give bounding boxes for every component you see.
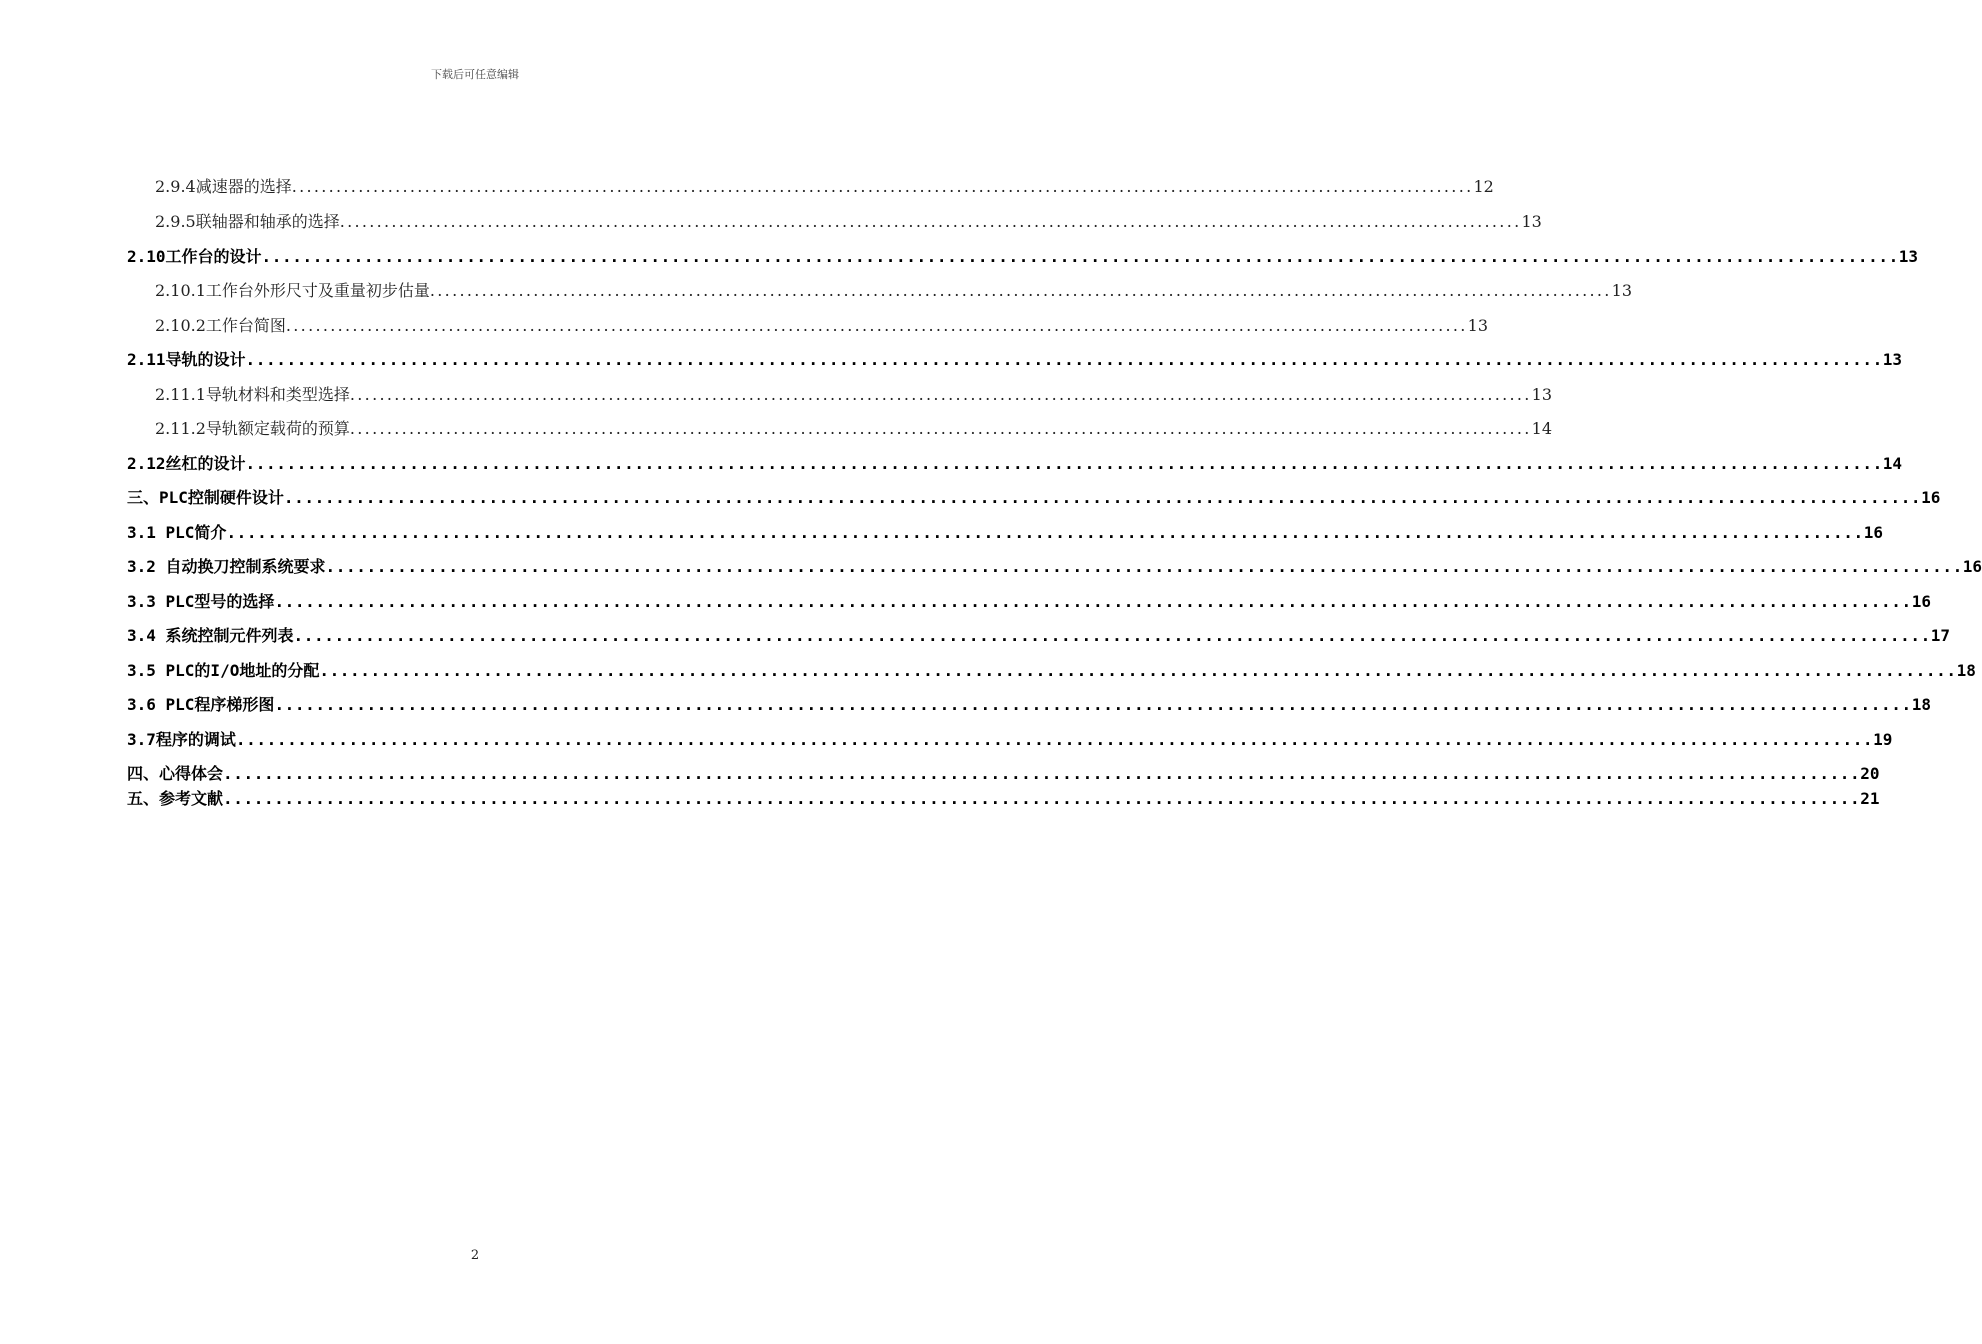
toc-entry[interactable]	[127, 787, 1880, 811]
toc-entry-page: 16	[1962, 557, 1982, 576]
toc-entry-title: 3.6 PLC程序梯形图	[127, 695, 275, 714]
toc-entry-title: 2.9.4减速器的选择	[155, 177, 292, 196]
toc-leader-dots: ................................................................................................................................................................	[245, 350, 1883, 369]
toc-entry[interactable]	[127, 728, 1893, 752]
toc-leader-dots: ................................................................................................................................................................	[226, 523, 1864, 542]
toc-entry-page: 21	[1860, 789, 1880, 808]
toc-entry-title: 四、心得体会	[127, 764, 224, 783]
toc-leader-dots: ................................................................................................................................................................	[283, 488, 1922, 507]
toc-entry[interactable]	[127, 348, 1903, 372]
toc-entry[interactable]	[155, 279, 1633, 303]
toc-entry-page: 13	[1467, 316, 1489, 335]
toc-entry-page: 19	[1873, 730, 1893, 749]
toc-entry[interactable]	[127, 762, 1880, 786]
toc-leader-dots: ................................................................................................................................................................	[261, 247, 1899, 266]
toc-entry[interactable]	[127, 452, 1903, 476]
toc-entry-page: 16	[1863, 523, 1883, 542]
toc-entry-page: 17	[1930, 626, 1951, 645]
toc-entry[interactable]	[127, 624, 1951, 648]
toc-entry-page: 13	[1611, 281, 1633, 300]
toc-entry-page: 13	[1898, 247, 1919, 266]
toc-entry[interactable]	[127, 245, 1919, 269]
toc-leader-dots: ................................................................................................................................................................	[223, 789, 1861, 808]
toc-entry-title: 2.10工作台的设计	[127, 247, 262, 266]
toc-leader-dots: ................................................................................................................................................................	[274, 695, 1912, 714]
toc-entry[interactable]	[127, 693, 1931, 717]
toc-entry-title: 3.1 PLC简介	[127, 523, 227, 542]
toc-entry-title: 2.11.1导轨材料和类型选择	[155, 385, 350, 404]
toc-entry[interactable]	[127, 659, 1976, 683]
toc-entry-title: 3.2 自动换刀控制系统要求	[127, 557, 326, 576]
toc-entry[interactable]	[155, 175, 1494, 199]
toc-entry-page: 20	[1860, 764, 1880, 783]
toc-entry-page: 13	[1521, 212, 1542, 231]
toc-entry-page: 13	[1531, 385, 1553, 404]
toc-entry-page: 18	[1911, 695, 1931, 714]
toc-leader-dots: ................................................................................................................................................................	[349, 385, 1532, 404]
toc-entry-page: 16	[1921, 488, 1941, 507]
toc-entry-title: 3.3 PLC型号的选择	[127, 592, 275, 611]
toc-entry-title: 3.7程序的调试	[127, 730, 236, 749]
toc-entry[interactable]	[155, 417, 1553, 441]
toc-leader-dots: ................................................................................................................................................................	[349, 419, 1532, 438]
toc-leader-dots: ................................................................................................................................................................	[429, 281, 1612, 300]
toc-entry-title: 2.11.2导轨额定载荷的预算	[155, 419, 350, 438]
toc-entry-title: 五、参考文献	[127, 789, 224, 808]
toc-entry-title: 2.11导轨的设计	[127, 350, 246, 369]
toc-leader-dots: ................................................................................................................................................................	[223, 764, 1861, 783]
page-number: 2	[470, 1248, 480, 1263]
toc-leader-dots: ................................................................................................................................................................	[291, 177, 1474, 196]
toc-leader-dots: ................................................................................................................................................................	[339, 212, 1522, 231]
toc-entry-title: 2.12丝杠的设计	[127, 454, 246, 473]
toc-leader-dots: ................................................................................................................................................................	[319, 661, 1957, 680]
toc-entry[interactable]	[155, 383, 1553, 407]
toc-entry-title: 3.5 PLC的I/O地址的分配	[127, 661, 320, 680]
toc-leader-dots: ................................................................................................................................................................	[274, 592, 1912, 611]
toc-entry-title: 2.9.5联轴器和轴承的选择	[155, 212, 340, 231]
toc-entry-page: 14	[1531, 419, 1553, 438]
toc-entry-page: 12	[1473, 177, 1494, 196]
toc-entry-title: 3.4 系统控制元件列表	[127, 626, 294, 645]
toc-entry[interactable]	[155, 314, 1489, 338]
toc-entry-page: 16	[1911, 592, 1931, 611]
toc-leader-dots: ................................................................................................................................................................	[245, 454, 1883, 473]
toc-entry[interactable]	[155, 210, 1542, 234]
toc-entry[interactable]	[127, 521, 1883, 545]
toc-leader-dots: ................................................................................................................................................................	[325, 557, 1963, 576]
toc-entry-title: 2.10.1工作台外形尺寸及重量初步估量	[155, 281, 430, 300]
toc-entry[interactable]	[127, 590, 1931, 614]
toc-entry[interactable]	[127, 555, 1982, 579]
toc-entry-page: 14	[1882, 454, 1903, 473]
toc-leader-dots: ................................................................................................................................................................	[285, 316, 1468, 335]
toc-entry-title: 2.10.2工作台简图	[155, 316, 286, 335]
page-header: 下载后可任意编辑	[431, 68, 519, 81]
toc-leader-dots: ................................................................................................................................................................	[293, 626, 1931, 645]
toc-leader-dots: ................................................................................................................................................................	[235, 730, 1874, 749]
toc-entry-page: 13	[1882, 350, 1903, 369]
toc-entry-title: 三、PLC控制硬件设计	[127, 488, 284, 507]
toc-entry-page: 18	[1956, 661, 1976, 680]
toc-entry[interactable]	[127, 486, 1941, 510]
